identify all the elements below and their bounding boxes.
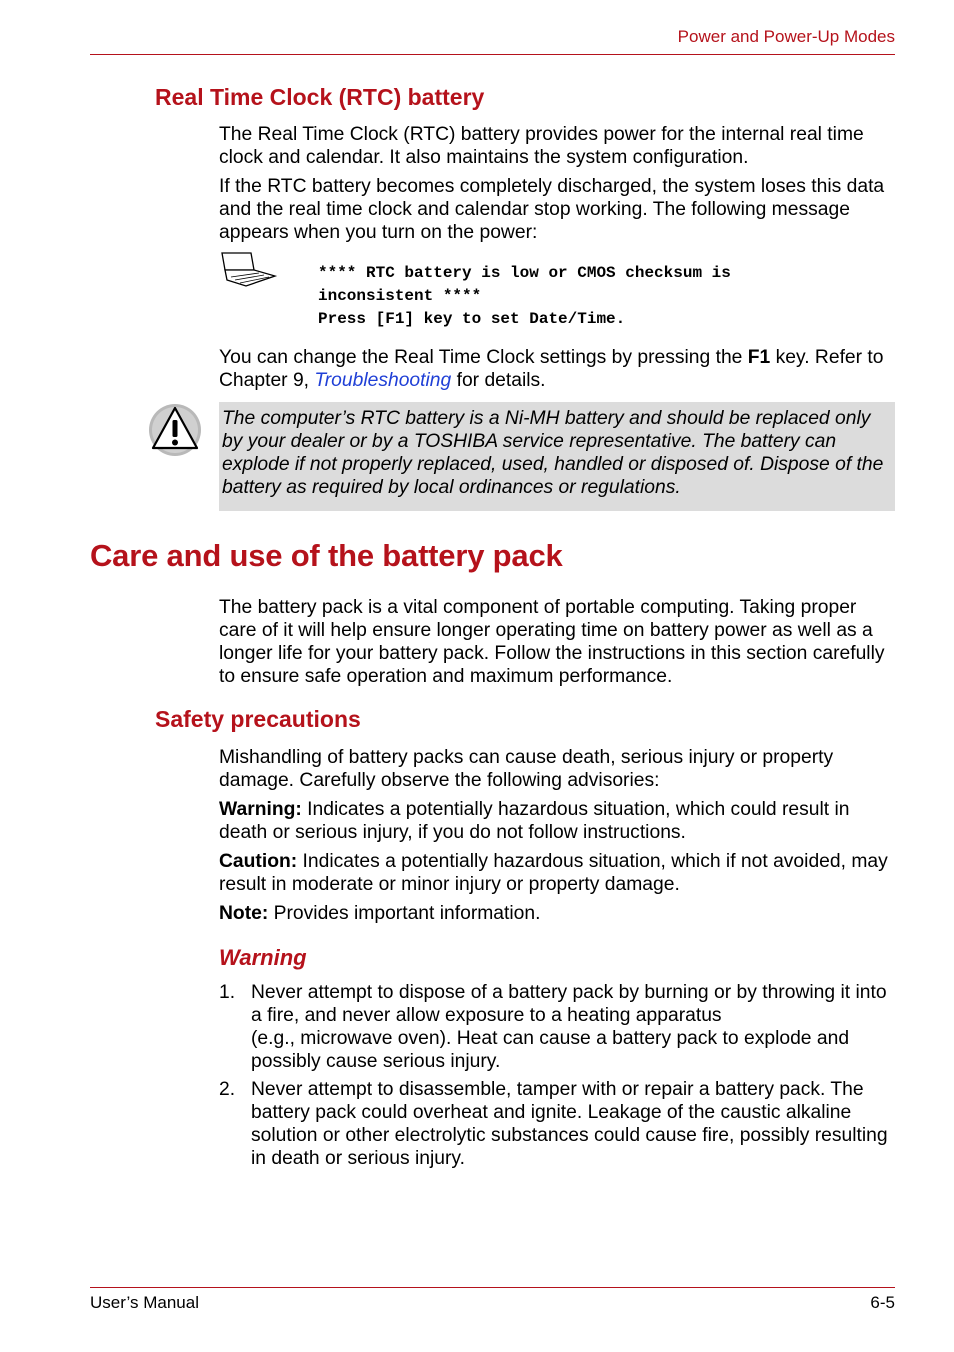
footer-rule [90,1287,895,1288]
rtc-message-line-1: **** RTC battery is low or CMOS checksum is [318,264,731,282]
care-heading: Care and use of the battery pack [90,538,563,573]
footer-manual-title: User’s Manual [90,1293,199,1312]
list-item-number: 1. [219,982,236,1003]
rtc-paragraph-3: You can change the Real Time Clock settings by pressing the F1 key. Refer to Chapter 9, Troubleshooting for details. [219,347,884,391]
running-header: Power and Power-Up Modes [677,27,895,46]
list-item: Never attempt to dispose of a battery pack by burning or by throwing it into a fire, and never allow exposure to a heating apparatus (e.g., microwave oven). Heat can cause a battery pack to explode and possibly cause serious injury. [251,982,887,1072]
rtc-message-line-2: inconsistent **** [318,287,482,305]
caution-definition: Caution: Indicates a potentially hazardous situation, which if not avoided, may result in moderate or minor injury or property damage. [219,851,888,895]
rtc-heading: Real Time Clock (RTC) battery [155,84,485,110]
care-intro: The battery pack is a vital component of portable computing. Taking proper care of it will help ensure longer operating time on battery power as well as a longer life for your battery pack. Follow the instructions in this section carefully to ensure safe operation and maximum performance. [219,597,885,687]
caution-icon [147,402,203,458]
rtc-paragraph-1: The Real Time Clock (RTC) battery provides power for the internal real time clock and calendar. It also maintains the system configuration. [219,124,864,168]
troubleshooting-link[interactable]: Troubleshooting [314,370,452,391]
rtc-message-line-3: Press [F1] key to set Date/Time. [318,310,626,328]
header-rule [90,54,895,55]
safety-intro: Mishandling of battery packs can cause death, serious injury or property damage. Carefully observe the following advisories: [219,747,834,791]
safety-heading: Safety precautions [155,706,361,732]
warning-heading: Warning [219,945,307,970]
caution-text: The computer’s RTC battery is a Ni-MH battery and should be replaced only by your dealer or by a TOSHIBA service representative. The battery can explode if not properly replaced, used, handled or disposed of. Dispose of the battery as required by local ordinances or regulations. [222,408,884,498]
warning-definition: Warning: Indicates a potentially hazardous situation, which could result in death or serious injury, if you do not follow instructions. [219,799,850,843]
f1-key: F1 [747,347,771,368]
note-definition: Note: Provides important information. [219,903,541,924]
page-number: 6-5 [870,1293,895,1312]
list-item: Never attempt to disassemble, tamper with or repair a battery pack. The battery pack could overheat and ignite. Leakage of the caustic alkaline solution or other electrolytic substances could cause fire, possibly resulting in death or serious injury. [251,1079,888,1169]
laptop-icon [219,250,279,290]
list-item-number: 2. [219,1079,236,1100]
rtc-paragraph-2: If the RTC battery becomes completely discharged, the system loses this data and the real time clock and calendar stop working. The following message appears when you turn on the power: [219,176,885,243]
